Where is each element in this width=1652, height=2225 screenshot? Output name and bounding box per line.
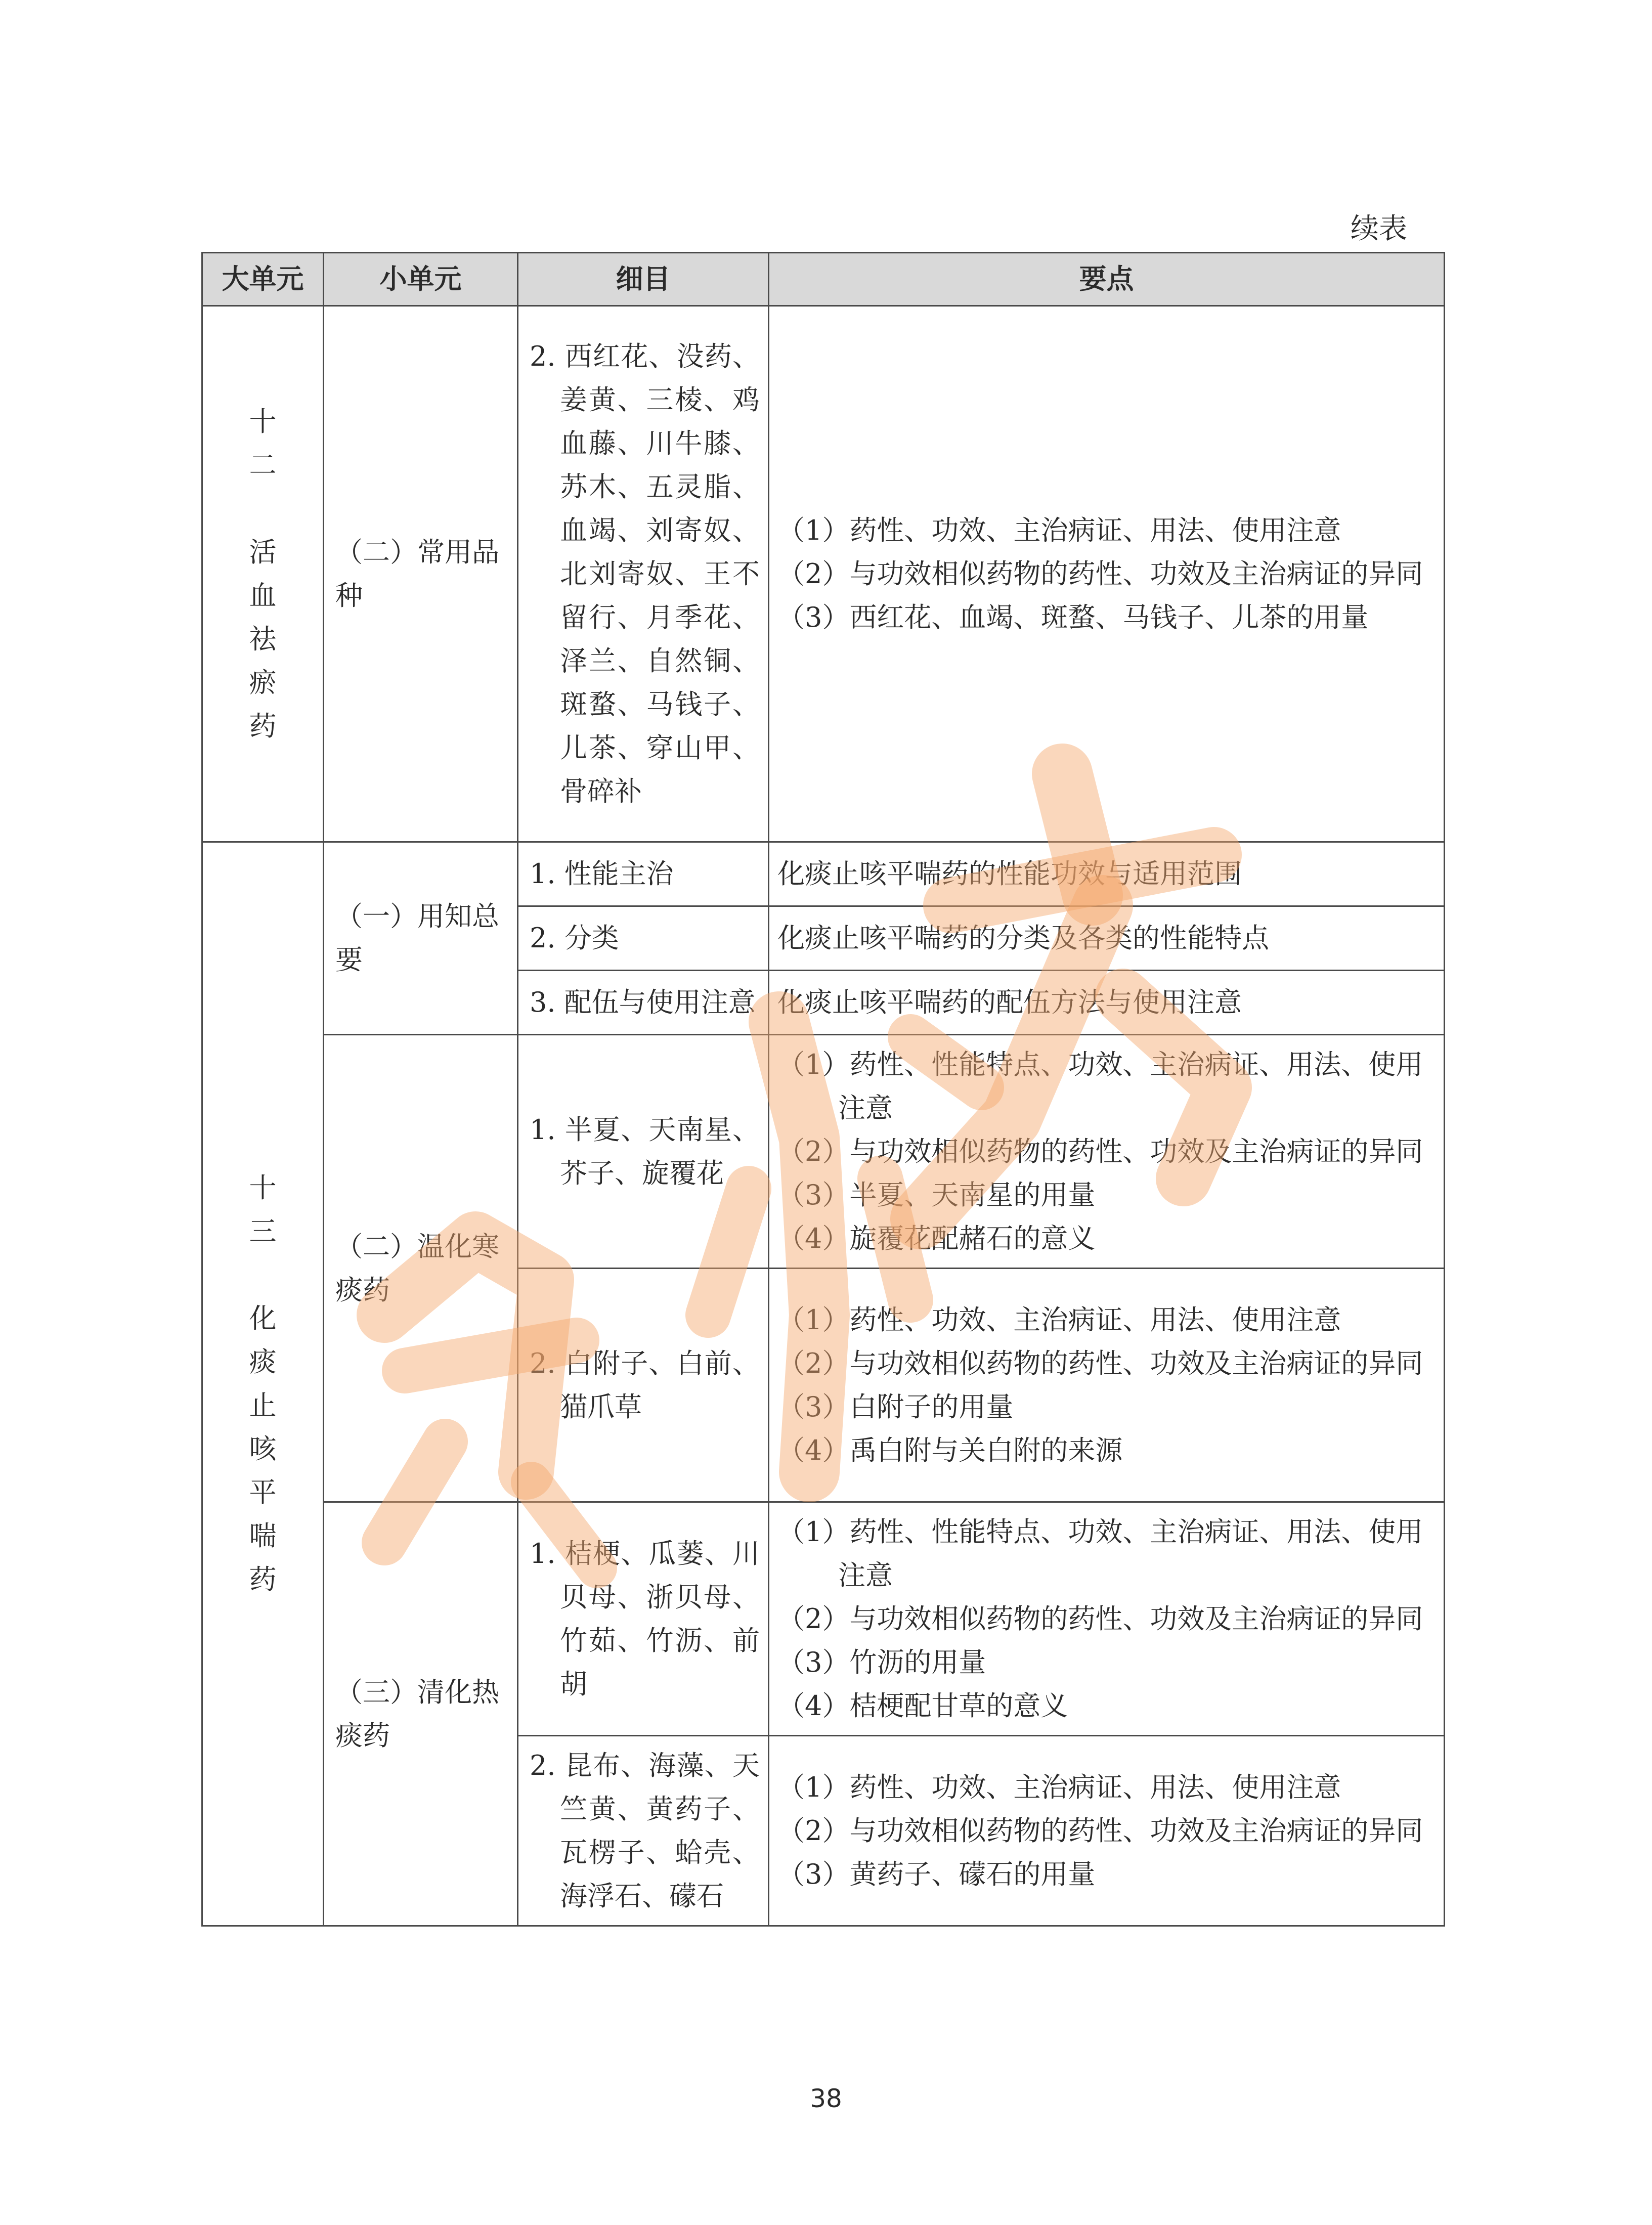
key-points [769,1502,1445,1736]
table-row [202,306,1445,842]
point-line: （1）药性、性能特点、功效、主治病证、用法、使用注意 [777,1048,1423,1124]
point-line: （2）与功效相似药物的药性、功效及主治病证的异同 [777,1347,1423,1379]
detail-item: 3. 配伍与使用注意 [518,971,769,1035]
detail-item [518,1035,769,1269]
header-major-unit: 大单元 [202,253,324,306]
point-line: （2）与功效相似药物的药性、功效及主治病证的异同 [777,1135,1423,1167]
point-line: （2）与功效相似药物的药性、功效及主治病证的异同 [777,1814,1423,1847]
table-row [202,1502,1445,1736]
key-point: 化痰止咳平喘药的配伍方法与使用注意 [769,971,1445,1035]
page-number: 38 [810,2084,842,2113]
key-points [769,1035,1445,1269]
header-detail: 细目 [518,253,769,306]
point-line: （2）与功效相似药物的药性、功效及主治病证的异同 [777,557,1423,590]
point-line: （3）半夏、天南星的用量 [777,1179,1096,1211]
point-line: （4）禹白附与关白附的来源 [777,1434,1123,1466]
detail-item: 2. 分类 [518,906,769,971]
table-row [202,842,1445,906]
point-line: （1）药性、功效、主治病证、用法、使用注意 [777,1303,1341,1336]
point-line: （3）西红花、血竭、斑蝥、马钱子、儿茶的用量 [777,601,1369,633]
major-unit-12 [202,306,324,842]
detail-text: 2. 昆布、海藻、天竺黄、黄药子、瓦楞子、蛤壳、海浮石、礞石 [530,1749,760,1912]
header-row [202,253,1445,306]
detail-text: 2. 西红花、没药、姜黄、三棱、鸡血藤、川牛膝、苏木、五灵脂、血竭、刘寄奴、北刘寄奴、王不留行、月季花、泽兰、自然铜、斑蝥、马钱子、儿茶、穿山甲、骨碎补 [530,340,760,807]
continuation-label: 续表 [1351,212,1407,245]
detail-item [518,1736,769,1926]
detail-item: 1. 性能主治 [518,842,769,906]
major-unit-number: 十二 [249,405,277,481]
header-minor-unit: 小单元 [324,253,518,306]
minor-unit: （一）用知总要 [324,842,518,1035]
detail-item [518,306,769,842]
point-line: （4）桔梗配甘草的意义 [777,1689,1068,1722]
minor-unit: （三）清化热痰药 [324,1502,518,1926]
header-key-points: 要点 [769,253,1445,306]
point-line: （1）药性、功效、主治病证、用法、使用注意 [777,514,1341,546]
key-points [769,1269,1445,1502]
detail-text: 2. 白附子、白前、猫爪草 [530,1347,760,1423]
point-line: （3）黄药子、礞石的用量 [777,1858,1096,1890]
point-line: （3）竹沥的用量 [777,1646,986,1678]
point-line: （1）药性、功效、主治病证、用法、使用注意 [777,1771,1341,1803]
major-unit-name: 活血祛瘀药 [249,536,277,742]
minor-unit: （二）温化寒痰药 [324,1035,518,1502]
key-point: 化痰止咳平喘药的性能功效与适用范围 [769,842,1445,906]
syllabus-table [201,252,1445,1927]
point-line: （2）与功效相似药物的药性、功效及主治病证的异同 [777,1602,1423,1635]
detail-item [518,1269,769,1502]
table-row [202,1035,1445,1269]
point-line: （3）白附子的用量 [777,1390,1014,1423]
key-points [769,1736,1445,1926]
minor-unit: （二）常用品种 [324,306,518,842]
detail-text: 1. 桔梗、瓜蒌、川贝母、浙贝母、竹茹、竹沥、前胡 [530,1537,760,1700]
point-line: （1）药性、性能特点、功效、主治病证、用法、使用注意 [777,1515,1423,1591]
major-unit-13 [202,842,324,1926]
point-line: （4）旋覆花配赭石的意义 [777,1222,1096,1254]
major-unit-number: 十三 [249,1172,277,1247]
detail-item [518,1502,769,1736]
detail-text: 1. 半夏、天南星、芥子、旋覆花 [530,1113,760,1189]
key-points [769,306,1445,842]
key-point: 化痰止咳平喘药的分类及各类的性能特点 [769,906,1445,971]
major-unit-name: 化痰止咳平喘药 [249,1302,277,1595]
